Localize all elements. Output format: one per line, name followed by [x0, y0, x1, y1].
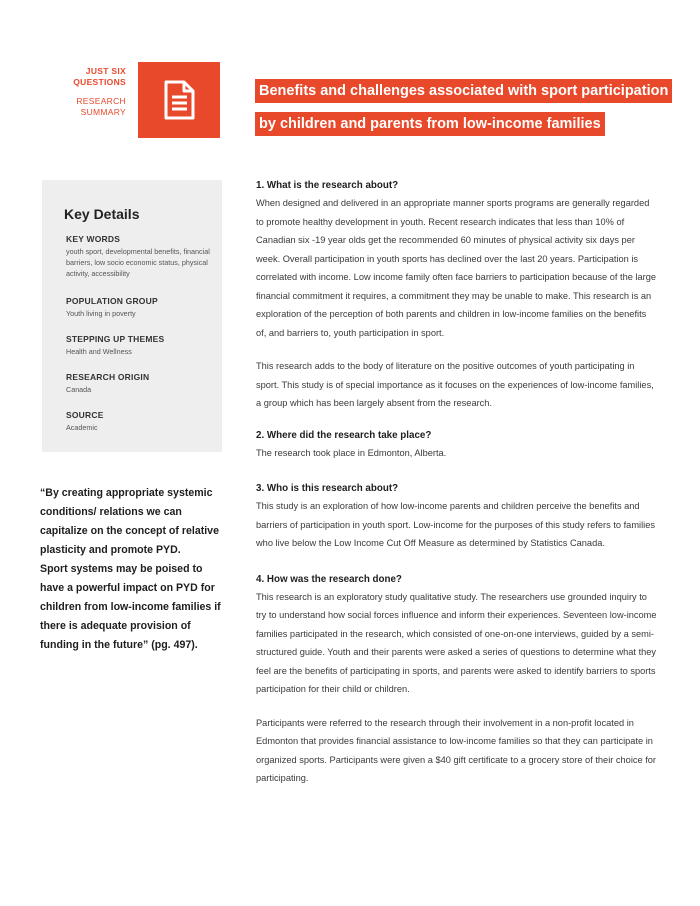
research-origin-body: Canada [66, 385, 92, 394]
key-details-title: Key Details [64, 206, 140, 222]
themes-heading: STEPPING UP THEMES [66, 334, 165, 344]
key-details-panel [42, 180, 222, 452]
themes-section [66, 334, 216, 357]
subtitle-line-1: RESEARCH [76, 96, 126, 106]
question-4-paragraph-2: Participants were referred to the research through their involvement in a non-profit located in Edmonton that provides financial assistance to low-income families so that they can participate in organized sports. Participants were given a $40 gift certificate to a grocery store of their choice for participating. [256, 717, 657, 783]
source-section [66, 410, 216, 433]
subtitle-line-2: SUMMARY [80, 107, 126, 117]
question-3-paragraph-1: This study is an exploration of how low-income parents and children perceive the benefits and barriers of participation in youth sport. Low-income for the purposes of this study refers to families who live below the Low Income Cut Off Measure as determined by Statistics Canada. [256, 501, 655, 548]
question-1-paragraph-2: This research adds to the body of literature on the positive outcomes of youth participating in sport. This study is of special importance as it focuses on the experiences of low-income families, a group which has been largely absent from the research. [256, 361, 654, 408]
question-3-heading: 3. Who is this research about? [256, 483, 399, 494]
themes-body: Health and Wellness [66, 347, 132, 356]
title-line-2: by children and parents from low-income families [255, 112, 605, 136]
source-body: Academic [66, 423, 98, 432]
population-group-body: Youth living in poverty [66, 309, 136, 318]
key-words-body: youth sport, developmental benefits, financial barriers, low socio economic status, physical activity, accessibility [66, 247, 210, 278]
pull-quote [40, 484, 222, 655]
page-title [255, 79, 669, 145]
main-content [256, 178, 658, 788]
series-kicker [62, 66, 126, 88]
pull-quote-part-1: “By creating appropriate systemic conditions/ relations we can capitalize on the concept of relative plasticity and promote PYD. [40, 487, 219, 556]
question-1-paragraph-1: When designed and delivered in an appropriate manner sports programs are generally regarded to promote healthy development in youth. Recent research indicates that less than 10% of Canadian six -19 year olds get the recommended 60 minutes of physical activity six days per week. Overall participation in youth sports has declined over the last 20 years. Participation is correlated with income. Low income family often face barriers to participation because of the large financial commitment it requires, a commitment they may be unable to make. This research is an exploration of the perception of both parents and children in low-income families on the benefits of, and barriers to, youth participation in sport. [256, 198, 657, 338]
header-icon-box [138, 62, 220, 138]
question-4-heading: 4. How was the research done? [256, 573, 402, 585]
question-2-heading: 2. Where did the research take place? [256, 429, 432, 441]
population-group-heading: POPULATION GROUP [66, 296, 158, 306]
research-origin-heading: RESEARCH ORIGIN [66, 372, 150, 382]
kicker-line-1: JUST SIX [85, 66, 126, 76]
key-words-heading: KEY WORDS [66, 234, 121, 244]
question-4-paragraph-1: This research is an exploratory study qualitative study. The researchers use grounded inquiry to try to understand how social forces influence and inform their experiences. Seventeen low-income families participated in the research, which consisted of one-on-one interviews, guided by a semi-structured guide. Youth and their parents were asked a series of questions to determine what they feel are the benefits of participating in sports, and parents were asked to identify barriers to sports participation for their child or children. [256, 591, 657, 694]
key-words-section [66, 234, 216, 279]
population-group-section [66, 296, 216, 319]
research-origin-section [66, 372, 216, 395]
kicker-line-2: QUESTIONS [73, 77, 126, 87]
question-1-heading: 1. What is the research about? [256, 180, 399, 191]
source-heading: SOURCE [66, 410, 104, 420]
question-2-paragraph-1: The research took place in Edmonton, Alberta. [256, 447, 447, 458]
title-line-1: Benefits and challenges associated with sport participation [255, 79, 672, 103]
document-icon [162, 80, 196, 120]
series-subtitle [62, 96, 126, 118]
pull-quote-part-2: Sport systems may be poised to have a powerful impact on PYD for children from low-income families if there is adequate provision of funding in the future” (pg. 497). [40, 563, 221, 651]
series-label [62, 66, 126, 118]
